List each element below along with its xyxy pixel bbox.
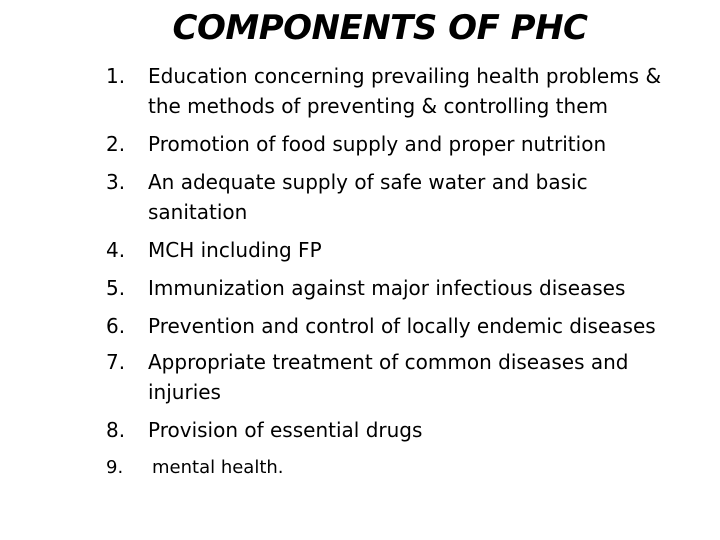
- list-item-text: mental health.: [152, 457, 284, 478]
- list-item-text: An adequate supply of safe water and basic: [148, 170, 588, 194]
- list-item-text: Education concerning prevailing health problems &: [148, 64, 662, 88]
- list-item-text: MCH including FP: [148, 238, 322, 262]
- list-item-number: 5.: [106, 276, 126, 300]
- list-item-number: 3.: [106, 170, 126, 194]
- list-item-text: sanitation: [148, 200, 248, 224]
- list-item-text: injuries: [148, 380, 221, 404]
- list-item-text: Promotion of food supply and proper nutrition: [148, 132, 607, 156]
- list-item-number: 1.: [106, 64, 126, 88]
- list-item-number: 8.: [106, 418, 126, 442]
- list-item-text: the methods of preventing & controlling them: [148, 94, 608, 118]
- list-item-number: 7.: [106, 350, 126, 374]
- list-item-text: Provision of essential drugs: [148, 418, 423, 442]
- list-item-text: Appropriate treatment of common diseases and: [148, 350, 629, 374]
- list-item-text: Prevention and control of locally endemic diseases: [148, 314, 656, 338]
- list-item-number: 4.: [106, 238, 126, 262]
- list-item-number: 9.: [106, 457, 124, 478]
- list-item-number: 6.: [106, 314, 126, 338]
- slide-title: COMPONENTS OF PHC: [172, 8, 588, 48]
- list-item-text: Immunization against major infectious diseases: [148, 276, 626, 300]
- list-item-number: 2.: [106, 132, 126, 156]
